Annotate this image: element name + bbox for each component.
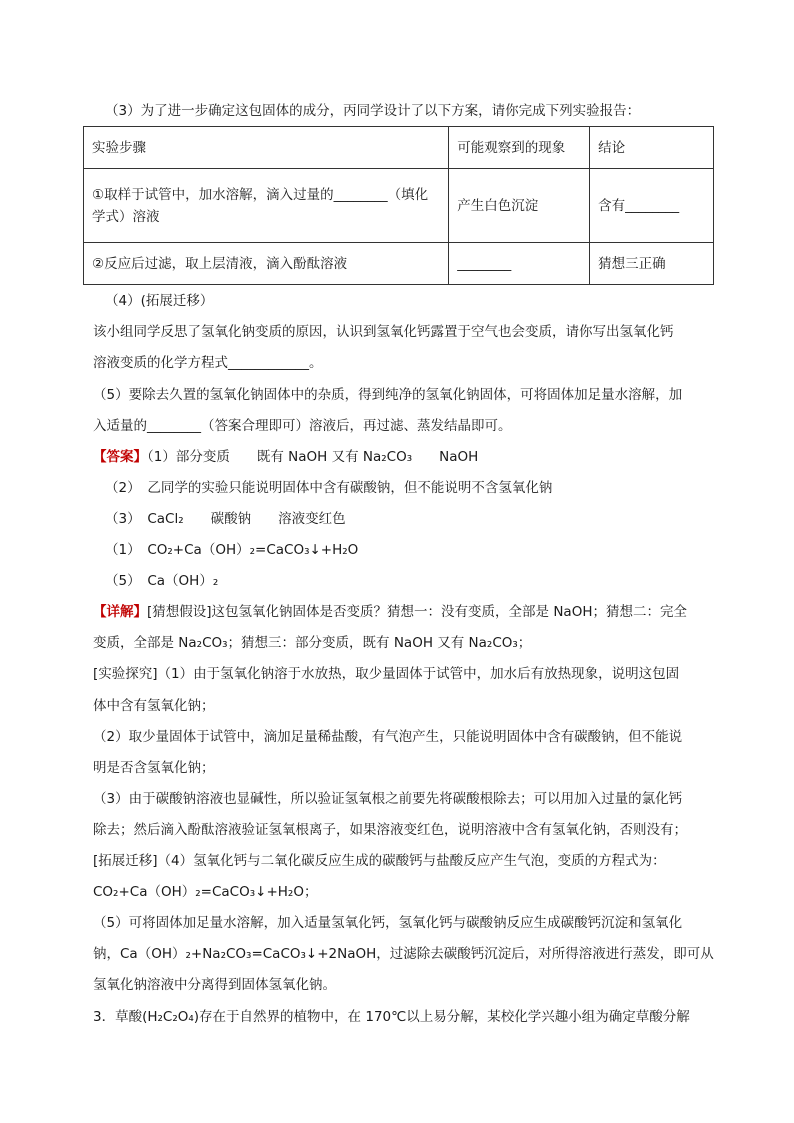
detail-line-12: 钠，Ca（OH）₂+Na₂CO₃=CaCO₃↓+2NaOH，过滤除去碳酸钙沉淀后，对所得溶液进行蒸发，即可从 xyxy=(93,946,714,962)
detail-line-8: 除去；然后滴入酚酞溶液验证氢氧根离子，如果溶液变红色，说明溶液中含有氢氧化钠，否则没有； xyxy=(93,822,687,838)
answer-label: 【答案】 xyxy=(93,449,147,465)
question-3-next: 3．草酸(H₂C₂O₄)存在于自然界的植物中，在 170℃以上易分解，某校化学兴趣小组为确定草酸分解 xyxy=(93,1009,690,1025)
row1-conclusion: 含有________ xyxy=(590,169,714,243)
detail-label: 【详解】 xyxy=(93,604,147,620)
detail-line-1 xyxy=(93,602,700,622)
detail-line-13: 氢氧化钠溶液中分离得到固体氢氧化钠。 xyxy=(93,977,336,993)
detail-line-2: 变质，全部是 Na₂CO₃；猜想三：部分变质，既有 NaOH 又有 Na₂CO₃； xyxy=(93,635,532,651)
row2-step: ②反应后过滤，取上层清液，滴入酚酞溶液 xyxy=(84,243,449,285)
row1-phenomenon: 产生白色沉淀 xyxy=(449,169,590,243)
question-5-line2: 入适量的________（答案合理即可）溶液后，再过滤、蒸发结晶即可。 xyxy=(93,418,512,434)
experiment-report-table xyxy=(83,126,714,285)
row2-phenomenon: ________ xyxy=(449,243,590,285)
detail-line-3: [实验探究]（1）由于氢氧化钠溶于水放热，取少量固体于试管中，加水后有放热现象，说明这包固 xyxy=(93,666,680,682)
row1-step-line2: 学式）溶液 xyxy=(92,208,160,225)
answer-1: （1）部分变质 既有 NaOH 又有 Na₂CO₃ NaOH xyxy=(147,449,479,465)
question-4-line1: 该小组同学反思了氢氧化钠变质的原因，认识到氢氧化钙露置于空气也会变质，请你写出氢氧化钙 xyxy=(93,324,674,340)
question-3-intro: （3）为了进一步确定这包固体的成分，丙同学设计了以下方案，请你完成下列实验报告： xyxy=(105,103,641,119)
detail-line-11: （5）可将固体加足量水溶解，加入适量氢氧化钙，氢氧化钙与碳酸钠反应生成碳酸钙沉淀和氢氧化 xyxy=(93,915,683,931)
answer-3: （3） CaCl₂ 碳酸钠 溶液变红色 xyxy=(105,511,346,527)
answer-4: （1） CO₂+Ca（OH）₂=CaCO₃↓+H₂O xyxy=(105,542,359,558)
question-5-line1: （5）要除去久置的氢氧化钠固体中的杂质，得到纯净的氢氧化钠固体，可将固体加足量水溶解，加 xyxy=(93,387,683,403)
row2-conclusion: 猜想三正确 xyxy=(590,243,714,285)
row1-step-line1: ①取样于试管中，加水溶解，滴入过量的________（填化 xyxy=(92,186,429,203)
detail-line-4: 体中含有氢氧化钠； xyxy=(93,698,215,714)
answer-2: （2） 乙同学的实验只能说明固体中含有碳酸钠，但不能说明不含氢氧化钠 xyxy=(105,480,553,496)
row1-step xyxy=(84,169,449,243)
header-phenomenon: 可能观察到的现象 xyxy=(449,127,590,169)
detail-line-9: [拓展迁移]（4）氢氧化钙与二氧化碳反应生成的碳酸钙与盐酸反应产生气泡，变质的方程式为： xyxy=(93,853,666,869)
detail-line-10: CO₂+Ca（OH）₂=CaCO₃↓+H₂O； xyxy=(93,884,318,900)
detail-line-7: （3）由于碳酸钠溶液也显碱性，所以验证氢氧根之前要先将碳酸根除去；可以用加入过量的氯化钙 xyxy=(93,791,683,807)
table-row xyxy=(84,243,714,285)
question-4-title: （4）(拓展迁移） xyxy=(105,293,214,309)
table-header-row xyxy=(84,127,714,169)
header-conclusion: 结论 xyxy=(590,127,714,169)
question-4-line2: 溶液变质的化学方程式____________。 xyxy=(93,355,323,371)
detail-line-6: 明是否含氢氧化钠； xyxy=(93,760,215,776)
detail-line-5: （2）取少量固体于试管中，滴加足量稀盐酸，有气泡产生，只能说明固体中含有碳酸钠，但不能说 xyxy=(93,729,683,745)
answer-line-1 xyxy=(93,447,700,467)
detail-text-1: [猜想假设]这包氢氧化钠固体是否变质？猜想一：没有变质，全部是 NaOH；猜想二：完全 xyxy=(147,604,687,620)
answer-5: （5） Ca（OH）₂ xyxy=(105,573,219,589)
table-row xyxy=(84,169,714,243)
header-step: 实验步骤 xyxy=(84,127,449,169)
